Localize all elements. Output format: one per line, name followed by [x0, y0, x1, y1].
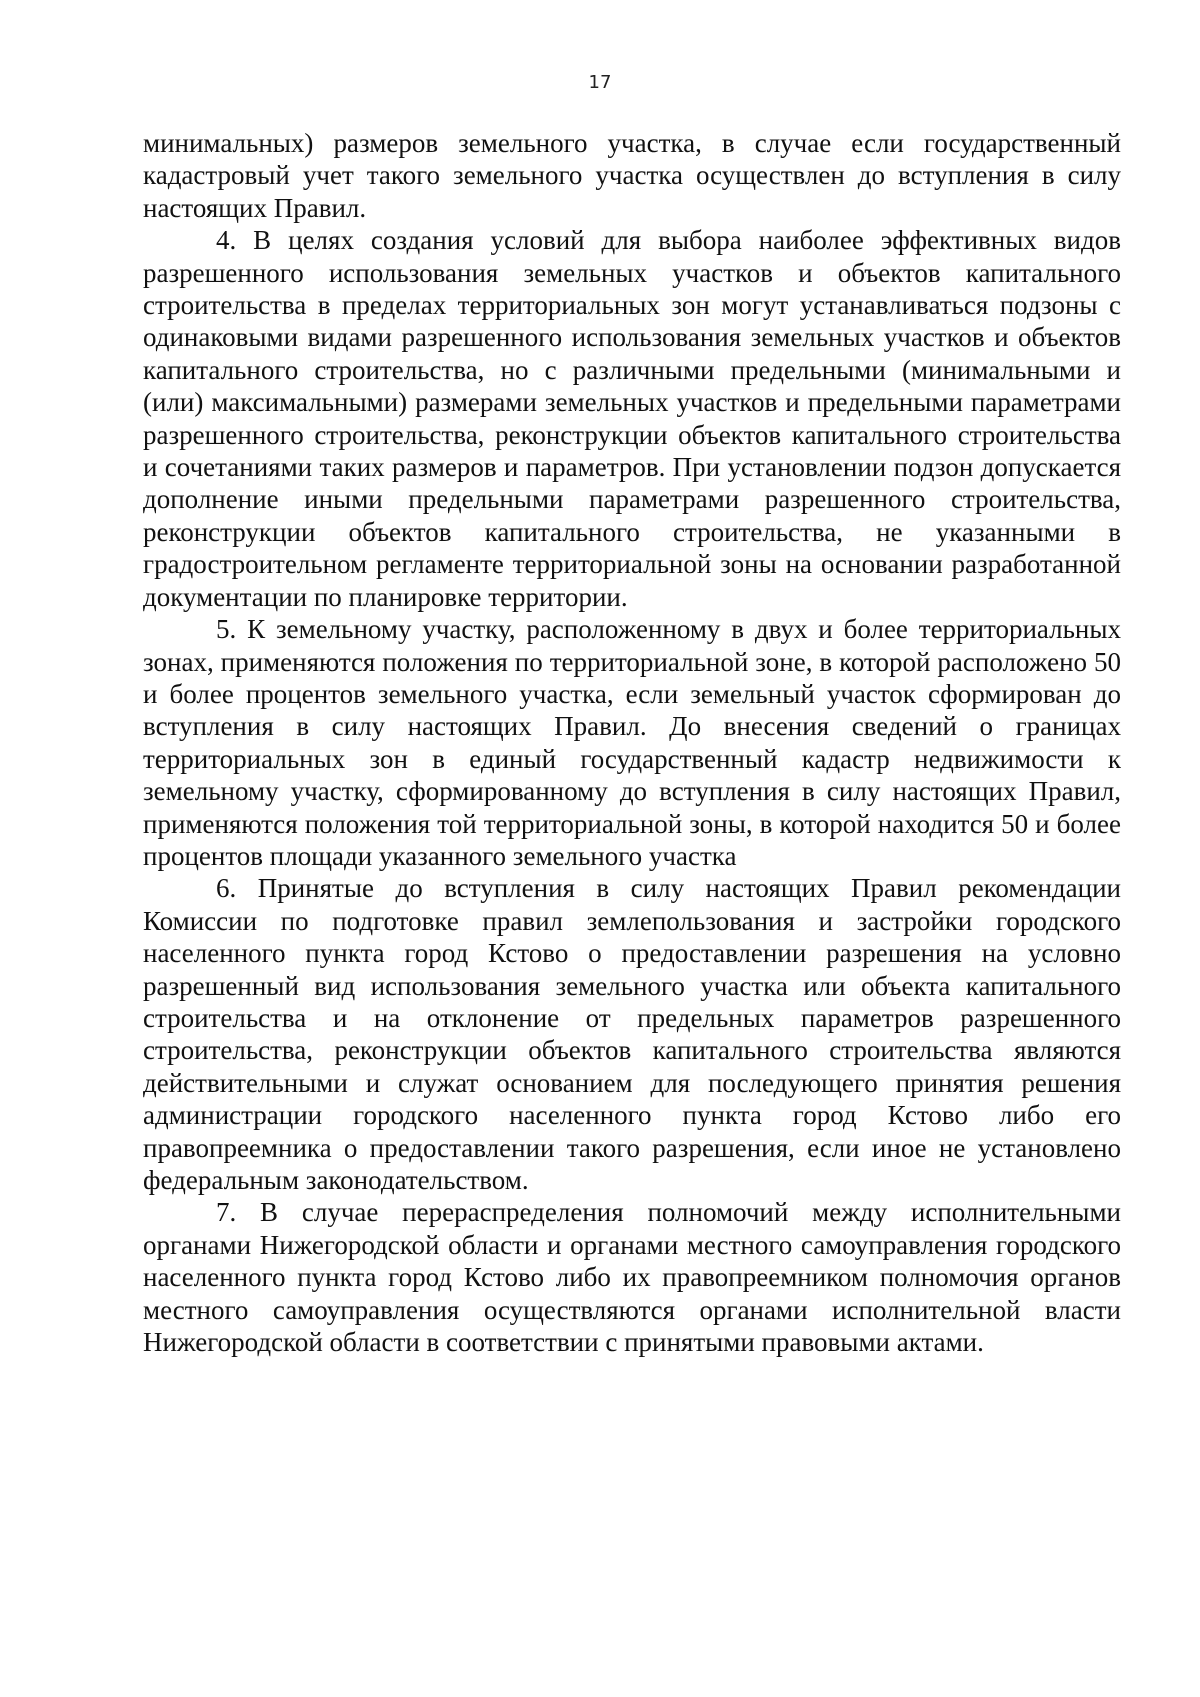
paragraph-item-7: 7. В случае перераспределения полномочий между исполнительными органами Нижегородской области и органами местного самоуправления городского населенного пункта город Кстово либо их правопреемником полномочия органов местного самоуправления осуществляются органами исполнительной власти Нижегородской области в соответствии с принятыми правовыми актами. — [143, 1197, 1121, 1358]
page-number: 17 — [588, 72, 612, 93]
paragraph-item-4: 4. В целях создания условий для выбора наиболее эффективных видов разрешенного использования земельных участков и объектов капитального строительства в пределах территориальных зон могут устанавливаться подзоны с одинаковыми видами разрешенного использования земельных участков и объектов капитального строительства, но с различными предельными (минимальными и (или) максимальными) размерами земельных участков и предельными параметрами разрешенного строительства, реконструкции объектов капитального строительства и сочетаниями таких размеров и параметров. При установлении подзон допускается дополнение иными предельными параметрами разрешенного строительства, реконструкции объектов капитального строительства, не указанными в градостроительном регламенте территориальной зоны на основании разработанной документации по планировке территории. — [143, 225, 1121, 612]
paragraph-item-6: 6. Принятые до вступления в силу настоящих Правил рекомендации Комиссии по подготовке правил землепользования и застройки городского населенного пункта город Кстово о предоставлении разрешения на условно разрешенный вид использования земельного участка или объекта капитального строительства и на отклонение от предельных параметров разрешенного строительства, реконструкции объектов капитального строительства являются действительными и служат основанием для последующего принятия решения администрации городского населенного пункта город Кстово либо его правопреемника о предоставлении такого разрешения, если иное не установлено федеральным законодательством. — [143, 873, 1121, 1195]
paragraph-continuation: минимальных) размеров земельного участка, в случае если государственный кадастровый учет такого земельного участка осуществлен до вступления в силу настоящих Правил. — [143, 128, 1121, 223]
document-body — [143, 127, 1121, 1358]
paragraph-item-5: 5. К земельному участку, расположенному в двух и более территориальных зонах, применяются положения по территориальной зоне, в которой расположено 50 и более процентов земельного участка, если земельный участок сформирован до вступления в силу настоящих Правил. До внесения сведений о границах территориальных зон в единый государственный кадастр недвижимости к земельному участку, сформированному до вступления в силу настоящих Правил, применяются положения той территориальной зоны, в которой находится 50 и более процентов площади указанного земельного участка — [143, 614, 1121, 871]
